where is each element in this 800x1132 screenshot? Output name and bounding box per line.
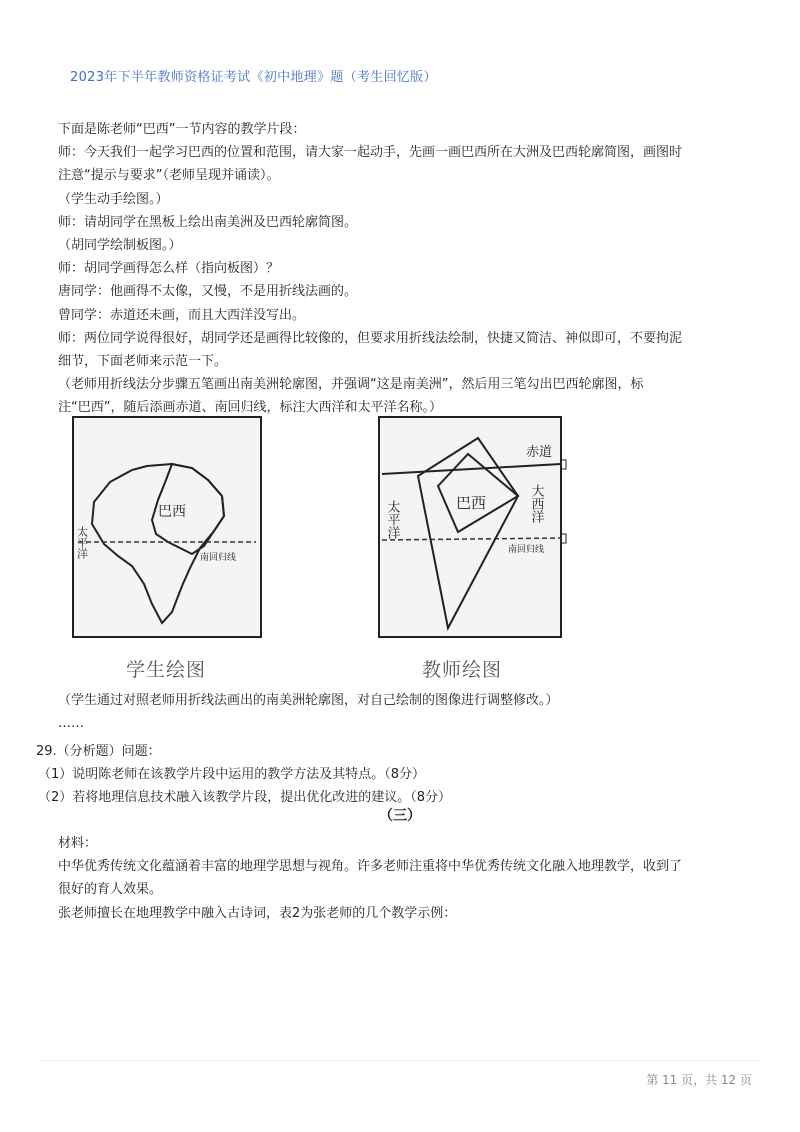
- material-line: 很好的育人效果。: [58, 882, 163, 898]
- teacher-pacific-label: 太平洋: [384, 500, 400, 539]
- material-line: 中华优秀传统文化蕴涵着丰富的地理学思想与视角。许多老师注重将中华优秀传统文化融入地理教学，收到了: [58, 859, 683, 875]
- section-title: （三）: [379, 808, 421, 824]
- after-figure-passage: [58, 689, 748, 735]
- intro-line: 唐同学：他画得不太像，又慢，不是用折线法画的。: [58, 284, 358, 300]
- intro-line: 注“巴西”，随后添画赤道、南回归线，标注大西洋和太平洋名称。）: [58, 400, 442, 416]
- student-figure-caption: 学生绘图: [126, 659, 207, 681]
- student-brazil-label: 巴西: [158, 504, 186, 520]
- intro-line: 师：胡同学画得怎么样（指向板图）？: [58, 261, 280, 277]
- intro-passage: [58, 118, 748, 420]
- material-passage: [58, 832, 758, 925]
- intro-line: （老师用折线法分步骤五笔画出南美洲轮廓图，并强调“这是南美洲”，然后用三笔勾出巴西轮廓图，标: [58, 377, 644, 393]
- question-sub-1: （1）说明陈老师在该教学片段中运用的教学方法及其特点。（8分）: [38, 767, 426, 783]
- intro-line: 师：今天我们一起学习巴西的位置和范围，请大家一起动手，先画一画巴西所在大洲及巴西轮廓简图，画图时: [58, 145, 683, 161]
- student-tropic-label: 南回归线: [200, 553, 237, 563]
- ellipsis-line: ……: [58, 716, 84, 732]
- question-heading: 29.（分析题）问题：: [36, 744, 161, 759]
- intro-line: 细节，下面老师来示范一下。: [58, 354, 228, 370]
- teacher-equator-label: 赤道: [526, 445, 553, 460]
- student-drawing-figure: [72, 416, 262, 638]
- teacher-figure-caption: 教师绘图: [422, 659, 503, 681]
- intro-line: （学生动手绘图。）: [58, 191, 169, 207]
- intro-line: （胡同学绘制板图。）: [58, 238, 182, 254]
- material-line: 材料：: [58, 836, 98, 851]
- document-header-title: 2023年下半年教师资格证考试《初中地理》题（考生回忆版）: [70, 70, 437, 85]
- student-pacific-label: 太平洋: [75, 526, 89, 559]
- after-line: （学生通过对照老师用折线法画出的南美洲轮廓图，对自己绘制的图像进行调整修改。）: [58, 693, 559, 708]
- teacher-brazil-label: 巴西: [456, 494, 487, 512]
- intro-line: 师：两位同学说得很好，胡同学还是画得比较像的，但要求用折线法绘制，快捷又简洁、神似即可，不要拘泥: [58, 330, 683, 346]
- question-29: [36, 740, 756, 810]
- material-line: 张老师擅长在地理教学中融入古诗词，表2为张老师的几个教学示例：: [58, 905, 457, 921]
- intro-line: 下面是陈老师“巴西”一节内容的教学片段：: [58, 122, 306, 137]
- page-number: 第 11 页，共 12 页: [646, 1073, 752, 1087]
- teacher-tropic-label: 南回归线: [508, 545, 545, 555]
- teacher-drawing-figure: [378, 416, 568, 638]
- intro-line: 曾同学：赤道还未画，而且大西洋没写出。: [58, 307, 306, 323]
- question-sub-2: （2）若将地理信息技术融入该教学片段，提出优化改进的建议。（8分）: [38, 790, 452, 806]
- footer-divider: [40, 1060, 760, 1061]
- teacher-atlantic-label: 大西洋: [528, 484, 544, 523]
- intro-line: 注意“提示与要求”（老师呈现并诵读）。: [58, 168, 280, 184]
- intro-line: 师：请胡同学在黑板上绘出南美洲及巴西轮廓简图。: [58, 214, 358, 230]
